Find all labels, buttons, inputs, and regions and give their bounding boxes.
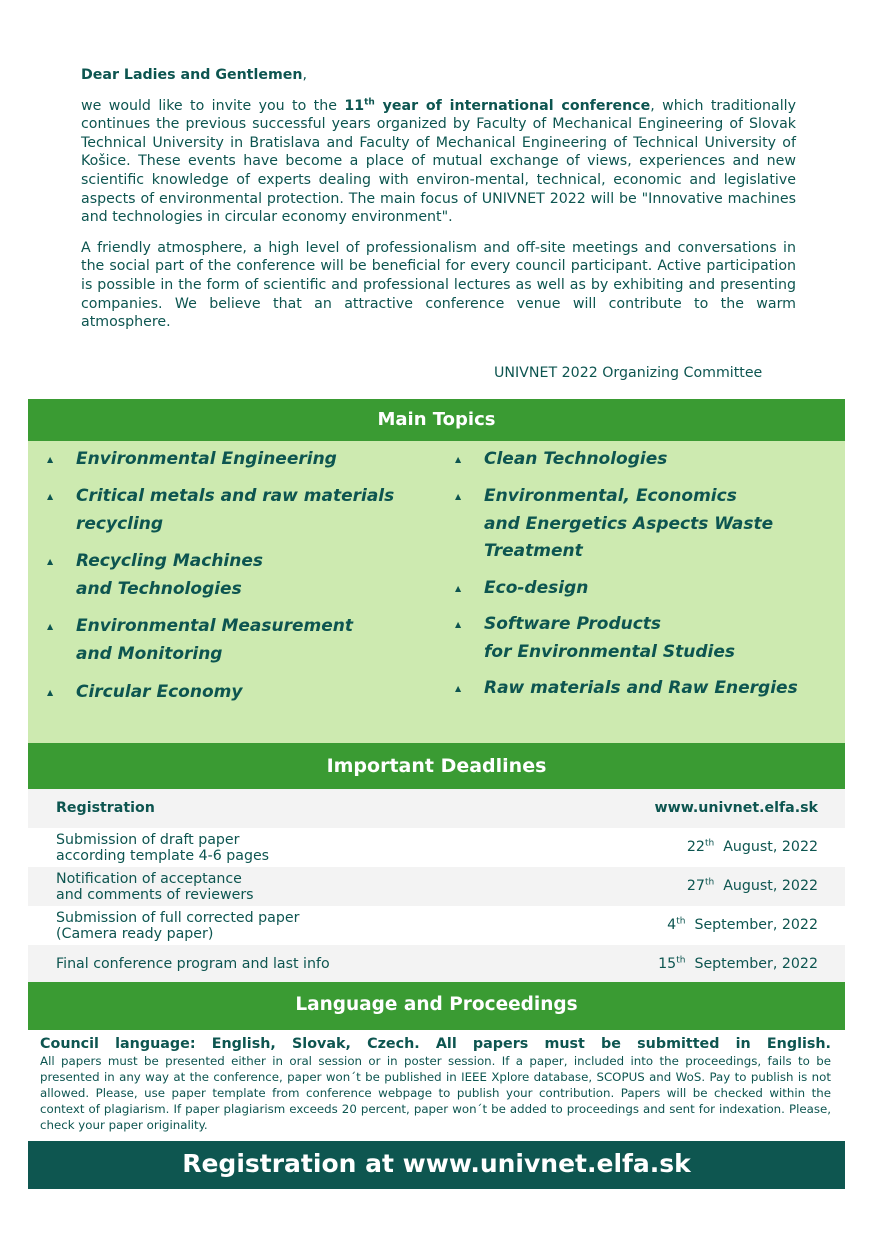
atmosphere-paragraph: A friendly atmosphere, a high level of professionalism and off-site meetings and conversations in the social part of the conference will be beneficial for every council participant. Active participation is possible in the form of scientific and professional lectures as well as by exhibiting and presenting companies. We believe that an attractive conference venue will contribute to the warm atmosphere. bbox=[81, 239, 796, 331]
topic-item: ▲ Environmental Measurement and Monitoring bbox=[76, 613, 353, 668]
bullet-triangle-icon: ▲ bbox=[47, 492, 54, 501]
topic-item: ▲ Clean Technologies bbox=[484, 446, 667, 474]
deadline-date: 27th August, 2022 bbox=[686, 877, 818, 894]
deadline-row bbox=[28, 906, 845, 945]
signature: UNIVNET 2022 Organizing Committee bbox=[494, 365, 763, 381]
bullet-triangle-icon: ▲ bbox=[455, 584, 462, 593]
bullet-triangle-icon: ▲ bbox=[455, 455, 462, 464]
bullet-triangle-icon: ▲ bbox=[47, 688, 54, 697]
topic-item: ▲ Software Products for Environmental Studies bbox=[484, 611, 735, 666]
proceedings-rules: All papers must be presented either in oral session or in poster session. If a paper, included into the proceedings, fails to be presented in any way at the conference, paper won´t be published in IEEE Xplore database, SCOPUS and WoS. Pay to publish is not allowed. Please, use paper template from conference webpage to publish your contribution. Papers will be checked within the context of plagiarism. If paper plagiarism exceeds 20 percent, paper won´t be added to proceedings and sent for indexation. Please, check your paper originality. bbox=[40, 1054, 831, 1132]
deadline-header-row bbox=[28, 789, 845, 828]
registration-link[interactable]: www.univnet.elfa.sk bbox=[654, 800, 818, 816]
bullet-triangle-icon: ▲ bbox=[47, 455, 54, 464]
language-heading: Language and Proceedings bbox=[28, 982, 845, 1030]
topic-item: ▲ Eco-design bbox=[484, 575, 588, 603]
deadline-date: 15th September, 2022 bbox=[658, 955, 818, 972]
topic-item: ▲ Raw materials and Raw Energies bbox=[484, 675, 798, 703]
deadline-row bbox=[28, 828, 845, 867]
deadline-label: Final conference program and last info bbox=[56, 956, 330, 972]
deadline-row bbox=[28, 945, 845, 982]
greeting: Dear Ladies and Gentlemen, bbox=[81, 67, 307, 83]
bullet-triangle-icon: ▲ bbox=[455, 492, 462, 501]
topic-item: ▲ Recycling Machines and Technologies bbox=[76, 548, 263, 603]
bullet-triangle-icon: ▲ bbox=[455, 620, 462, 629]
deadline-label: Notification of acceptance and comments of reviewers bbox=[56, 871, 254, 903]
intro-paragraph: we would like to invite you to the 11th year of international conference, which traditionally continues the previous successful years organized by Faculty of Mechanical Engineering of Slovak Technical University in Bratislava and Faculty of Mechanical Engineering of Technical University of Košice. These events have become a place of mutual exchange of views, experiences and new scientific knowledge of experts dealing with environ-mental, technical, economic and legislative aspects of environmental protection. The main focus of UNIVNET 2022 will be "Innovative machines and technologies in circular economy environment". bbox=[81, 96, 797, 226]
registration-label: Registration bbox=[56, 800, 155, 816]
deadlines-heading: Important Deadlines bbox=[28, 743, 845, 789]
bullet-triangle-icon: ▲ bbox=[47, 557, 54, 566]
council-language: Council language: English, Slovak, Czech. All papers must be submitted in English. bbox=[40, 1036, 831, 1052]
topic-item: ▲ Circular Economy bbox=[76, 679, 242, 707]
bullet-triangle-icon: ▲ bbox=[47, 622, 54, 631]
deadline-label: Submission of draft paper according template 4-6 pages bbox=[56, 832, 270, 864]
language-text bbox=[40, 1035, 831, 1133]
invitation-letter bbox=[81, 66, 796, 344]
main-topics-heading: Main Topics bbox=[28, 399, 845, 441]
deadline-row bbox=[28, 867, 845, 906]
topic-item: ▲ Critical metals and raw materials recycling bbox=[76, 483, 394, 538]
topic-item: ▲ Environmental Engineering bbox=[76, 446, 337, 474]
main-topics-panel bbox=[28, 441, 845, 743]
registration-banner[interactable]: Registration at www.univnet.elfa.sk bbox=[28, 1141, 845, 1189]
deadline-date: 22th August, 2022 bbox=[686, 838, 818, 855]
bullet-triangle-icon: ▲ bbox=[455, 684, 462, 693]
deadline-date: 4th September, 2022 bbox=[667, 916, 818, 933]
deadline-label: Submission of full corrected paper (Camera ready paper) bbox=[56, 910, 300, 942]
topic-item: ▲ Environmental, Economics and Energetics Aspects Waste Treatment bbox=[484, 483, 773, 566]
